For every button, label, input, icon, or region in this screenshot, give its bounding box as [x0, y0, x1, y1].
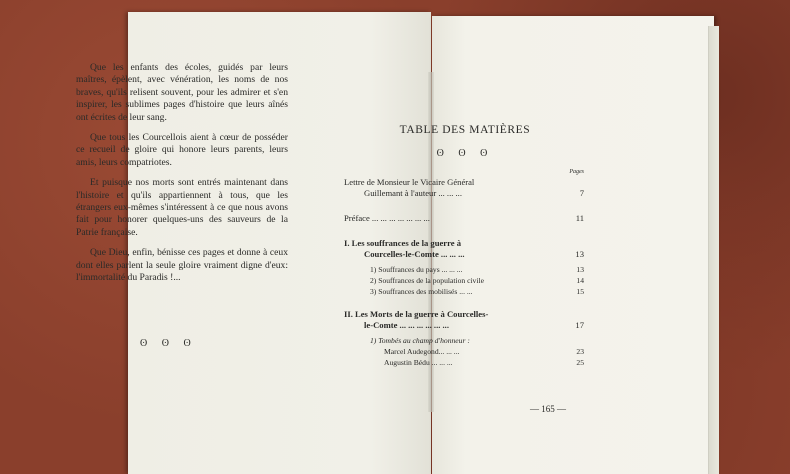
toc-entry-page: 13	[576, 265, 584, 274]
toc-entry-text: Courcelles-le-Comte ... ... ...	[364, 249, 465, 259]
toc-entry	[340, 320, 590, 331]
toc-entry-page: 11	[575, 213, 584, 223]
toc-entry-text: Marcel Audegond... ... ...	[384, 347, 460, 356]
toc-entry	[340, 309, 590, 320]
toc-entry-page: 25	[576, 358, 584, 367]
paragraph-1: Que les enfants des écoles, guidés par leurs maîtres, épèlent, avec vénération, les noms de nos braves, qu'ils relisent souvent, pour les admirer et s'en inspirer, les sublimes pages d'histoire que leurs aînés ont écrites de leur sang.	[76, 62, 288, 123]
pages-label: Pages	[569, 169, 584, 175]
toc-entry	[340, 275, 590, 286]
paragraph-3: Et puisque nos morts sont entrés maintenant dans l'histoire et qu'ils appartiennent à tous, que les étrangers eux-mêmes s'intéressent à ce que nous avons fait pour honorer quelques-uns des sauveurs de la Patrie française.	[76, 177, 288, 238]
toc-entry-text: 2) Souffrances de la population civile	[370, 276, 484, 285]
left-ornament: ʘ ʘ ʘ	[140, 338, 197, 349]
toc-entry-text: le-Comte ... ... ... ... ... ...	[364, 320, 449, 330]
toc-entry-text: Préface ... ... ... ... ... ... ...	[344, 213, 430, 223]
paragraph-2: Que tous les Courcellois aient à cœur de posséder ce recueil de gloire qui honore leurs parents, leurs amis, leurs compatriotes.	[76, 132, 288, 168]
toc-entry	[340, 188, 590, 199]
toc-entry-text: Guillemant à l'auteur ... ... ...	[364, 188, 462, 198]
toc-title: TABLE DES MATIÈRES	[399, 124, 531, 136]
toc-entry	[340, 213, 590, 224]
toc-entry-text: Lettre de Monsieur le Vicaire Général	[344, 177, 475, 187]
toc-entry	[340, 177, 590, 188]
paragraph-4: Que Dieu, enfin, bénisse ces pages et donne à ceux dont elles parlent la seule gloire vraiment digne d'eux: l'immortalité du Paradis !...	[76, 247, 288, 284]
toc-entry-page: 7	[579, 188, 584, 198]
toc-entry-text: Augustin Bédu ... ... ...	[384, 358, 453, 367]
toc-entry	[340, 264, 590, 275]
toc-entry-text: I. Les souffrances de la guerre à	[344, 238, 462, 248]
toc-entry-text: 1) Souffrances du pays ... ... ...	[370, 265, 463, 274]
toc-entry-page: 14	[576, 276, 584, 285]
toc-entry	[340, 286, 590, 297]
page-number: — 165 —	[530, 404, 566, 414]
toc-entry-page: 17	[575, 320, 584, 330]
page-edges	[708, 26, 719, 474]
toc-entry-page: 23	[576, 347, 584, 356]
toc-entry	[340, 357, 590, 368]
toc-entry-page: 15	[576, 287, 584, 296]
toc-entry-text: 3) Souffrances des mobilisés ... ...	[370, 287, 473, 296]
toc-entry	[340, 238, 590, 249]
toc-entry	[340, 249, 590, 260]
toc-entry	[340, 346, 590, 357]
toc-entry-text: II. Les Morts de la guerre à Courcelles-	[344, 309, 489, 319]
toc-entry	[340, 335, 590, 346]
toc-entry-text: 1) Tombés au champ d'honneur :	[370, 336, 470, 345]
right-ornament: ʘ ʘ ʘ	[436, 148, 494, 159]
left-page-text	[76, 62, 288, 293]
table-of-contents	[340, 124, 590, 368]
toc-entry-page: 13	[575, 249, 584, 259]
